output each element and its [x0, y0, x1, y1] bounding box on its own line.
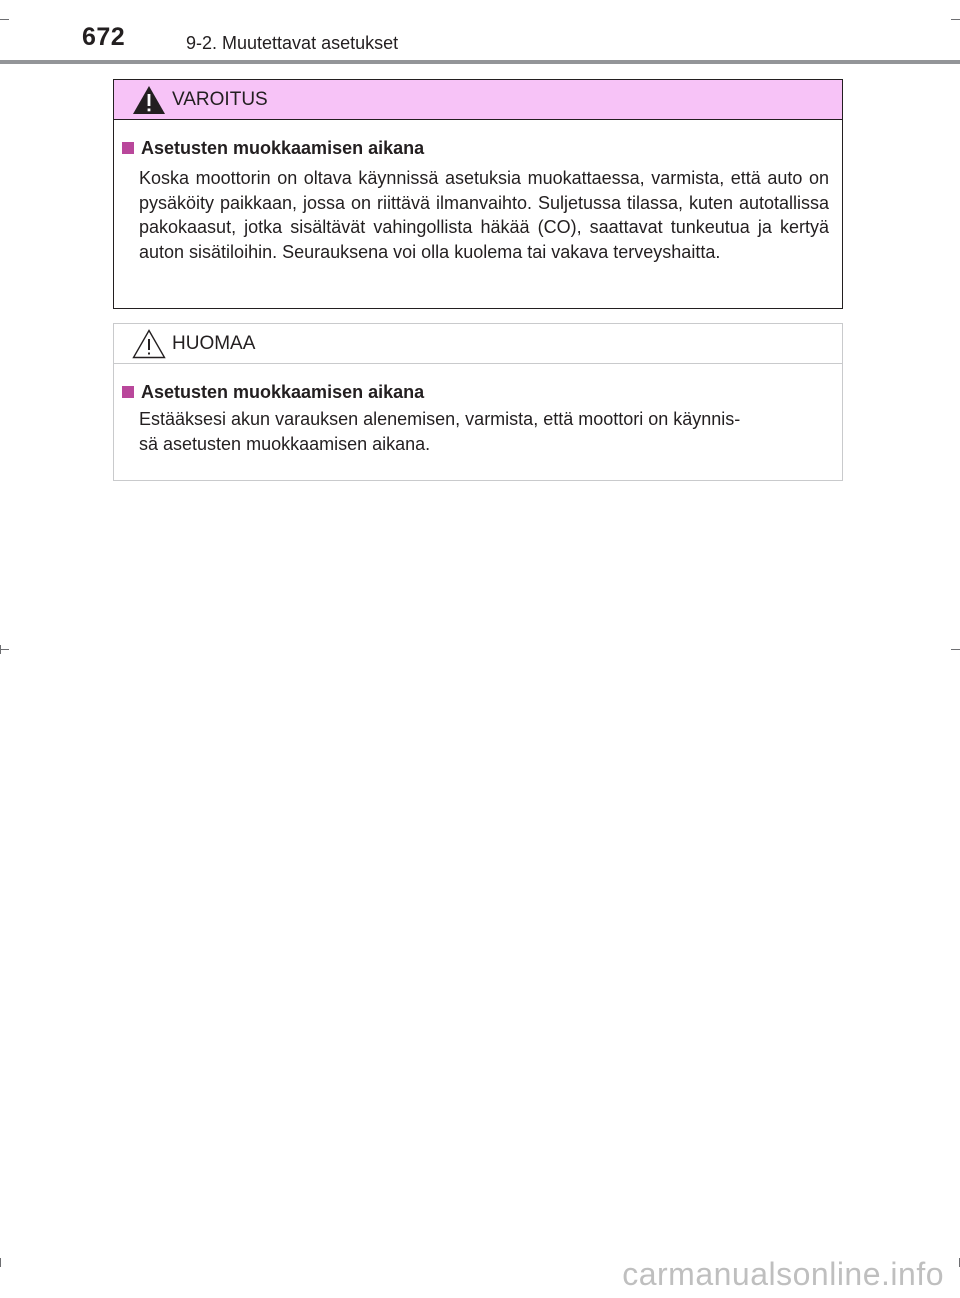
notice-item-heading: [122, 381, 424, 403]
section-title: 9-2. Muutettavat asetukset: [186, 33, 399, 53]
warning-triangle-icon: [132, 85, 166, 115]
crop-mark: [0, 649, 9, 650]
square-bullet-icon: [122, 142, 134, 154]
warning-item-text: Koska moottorin on oltava käynnissä asetuksia muokattaessa, varmista, että auto on pysäköity paikkaan, jossa on riittävä ilmanvaihto. Suljetussa tilassa, kuten autotallissa pakokaasut, jotka sisältävät vahingollista häkää (CO), saattavat tunkeutua ja kertyä auton sisätiloihin. Seurauksena voi olla kuolema tai vakava terveyshaitta.: [139, 168, 829, 262]
crop-mark: [0, 1258, 1, 1267]
warning-item-title: Asetusten muokkaamisen aikana: [141, 138, 425, 158]
crop-mark: [951, 649, 960, 650]
header-rule: [0, 60, 960, 64]
warning-item-heading: [122, 137, 424, 159]
warning-box-header: [114, 80, 842, 120]
watermark: carmanualsonline.info: [622, 1256, 944, 1292]
notice-box-header: [114, 324, 842, 364]
warning-box: [113, 79, 843, 309]
notice-label: HUOMAA: [172, 333, 256, 354]
square-bullet-icon: [122, 386, 134, 398]
notice-item-title: Asetusten muokkaamisen aikana: [141, 382, 425, 402]
page-header: [0, 0, 960, 64]
notice-item-text: Estääksesi akun varauksen alenemisen, varmista, että moottori on käynnis- sä asetusten muokkaamisen aikana.: [139, 409, 741, 454]
caution-outline-triangle-icon: [132, 329, 166, 359]
notice-box: [113, 323, 843, 481]
page-number: 672: [82, 23, 126, 51]
warning-label: VAROITUS: [172, 89, 268, 110]
